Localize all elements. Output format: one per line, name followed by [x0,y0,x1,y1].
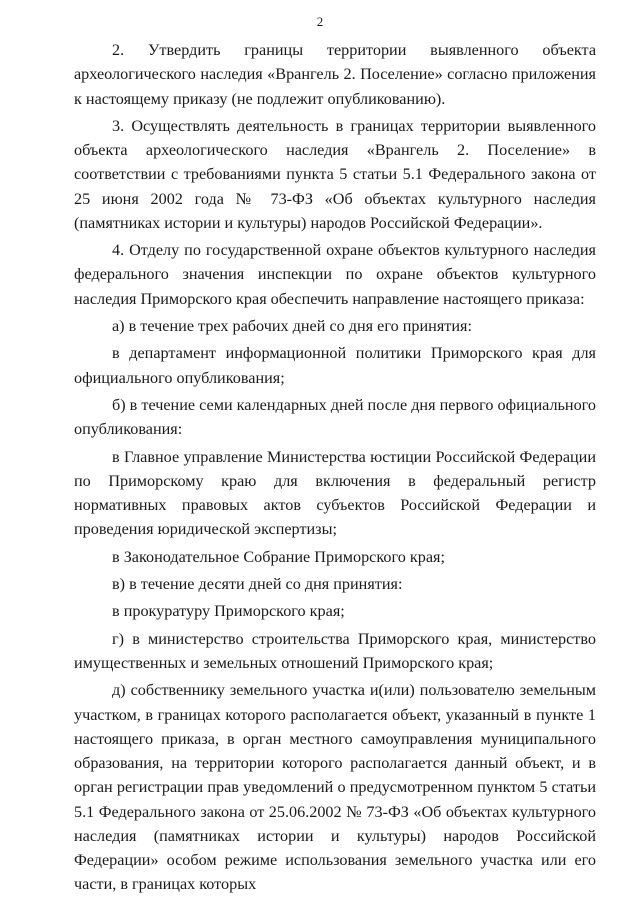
paragraph-recipient-prosecutor: в прокуратуру Приморского края; [112,602,345,621]
paragraph-item-4-department: 4. Отделу по государственной охране объектов культурного наследия федерального значения инспекции по охране объектов культурного наследия Приморского края обеспечить направление настоящего приказа: [74,241,596,308]
paragraph-item-3-activity: 3. Осуществлять деятельность в границах территории выявленного объекта археологического наследия «Врангель 2. Поселение» в соответствии с требованиями пункта 5 статьи 5.1 Федерального закона от 25 июня 2002 года № 73-ФЗ «Об объектах культурного наследия (памятниках истории и культуры) народов Российской Федерации». [74,116,596,232]
paragraph-recipient-justice: в Главное управление Министерства юстиции Российской Федерации по Приморскому краю для включения в федеральный регистр нормативных правовых актов субъектов Российской Федерации и проведения юридической экспертизы; [74,447,596,539]
paragraph-subitem-b: б) в течение семи календарных дней после дня первого официального опубликования: [74,395,596,439]
paragraph-recipient-assembly: в Законодательное Собрание Приморского края; [112,547,445,566]
paragraph-subitem-d: д) собственнику земельного участка и(или) пользователю земельным участком, в границах которого располагается объект, указанный в пункте 1 настоящего приказа, в орган местного самоуправления муниципального образования, на территории которого располагается данный объект, и в орган регистрации прав уведомлений о предусмотренном пунктом 5 статьи 5.1 Федерального закона от 25.06.2002 № 73-ФЗ «Об объектах культурного наследия (памятниках истории и культуры) народов Российской Федерации» особом режиме использования земельного участка или его части, в границах которых [74,681,596,894]
paragraph-recipient-info-policy: в департамент информационной политики Приморского края для официального опубликования; [74,344,596,387]
paragraph-subitem-v: в) в течение десяти дней со дня принятия: [112,575,403,593]
paragraph-item-2-boundaries: 2. Утвердить границы территории выявленного объекта археологического наследия «Врангель 2. Поселение» согласно приложения к настоящему приказу (не подлежит опубликованию). [74,41,596,108]
paragraph-subitem-g: г) в министерство строительства Приморского края, министерство имущественных и земельных отношений Приморского края; [74,629,596,672]
paragraph-subitem-a: а) в течение трех рабочих дней со дня его принятия: [112,317,472,336]
document-body [74,38,596,900]
page-number: 2 [316,14,324,29]
